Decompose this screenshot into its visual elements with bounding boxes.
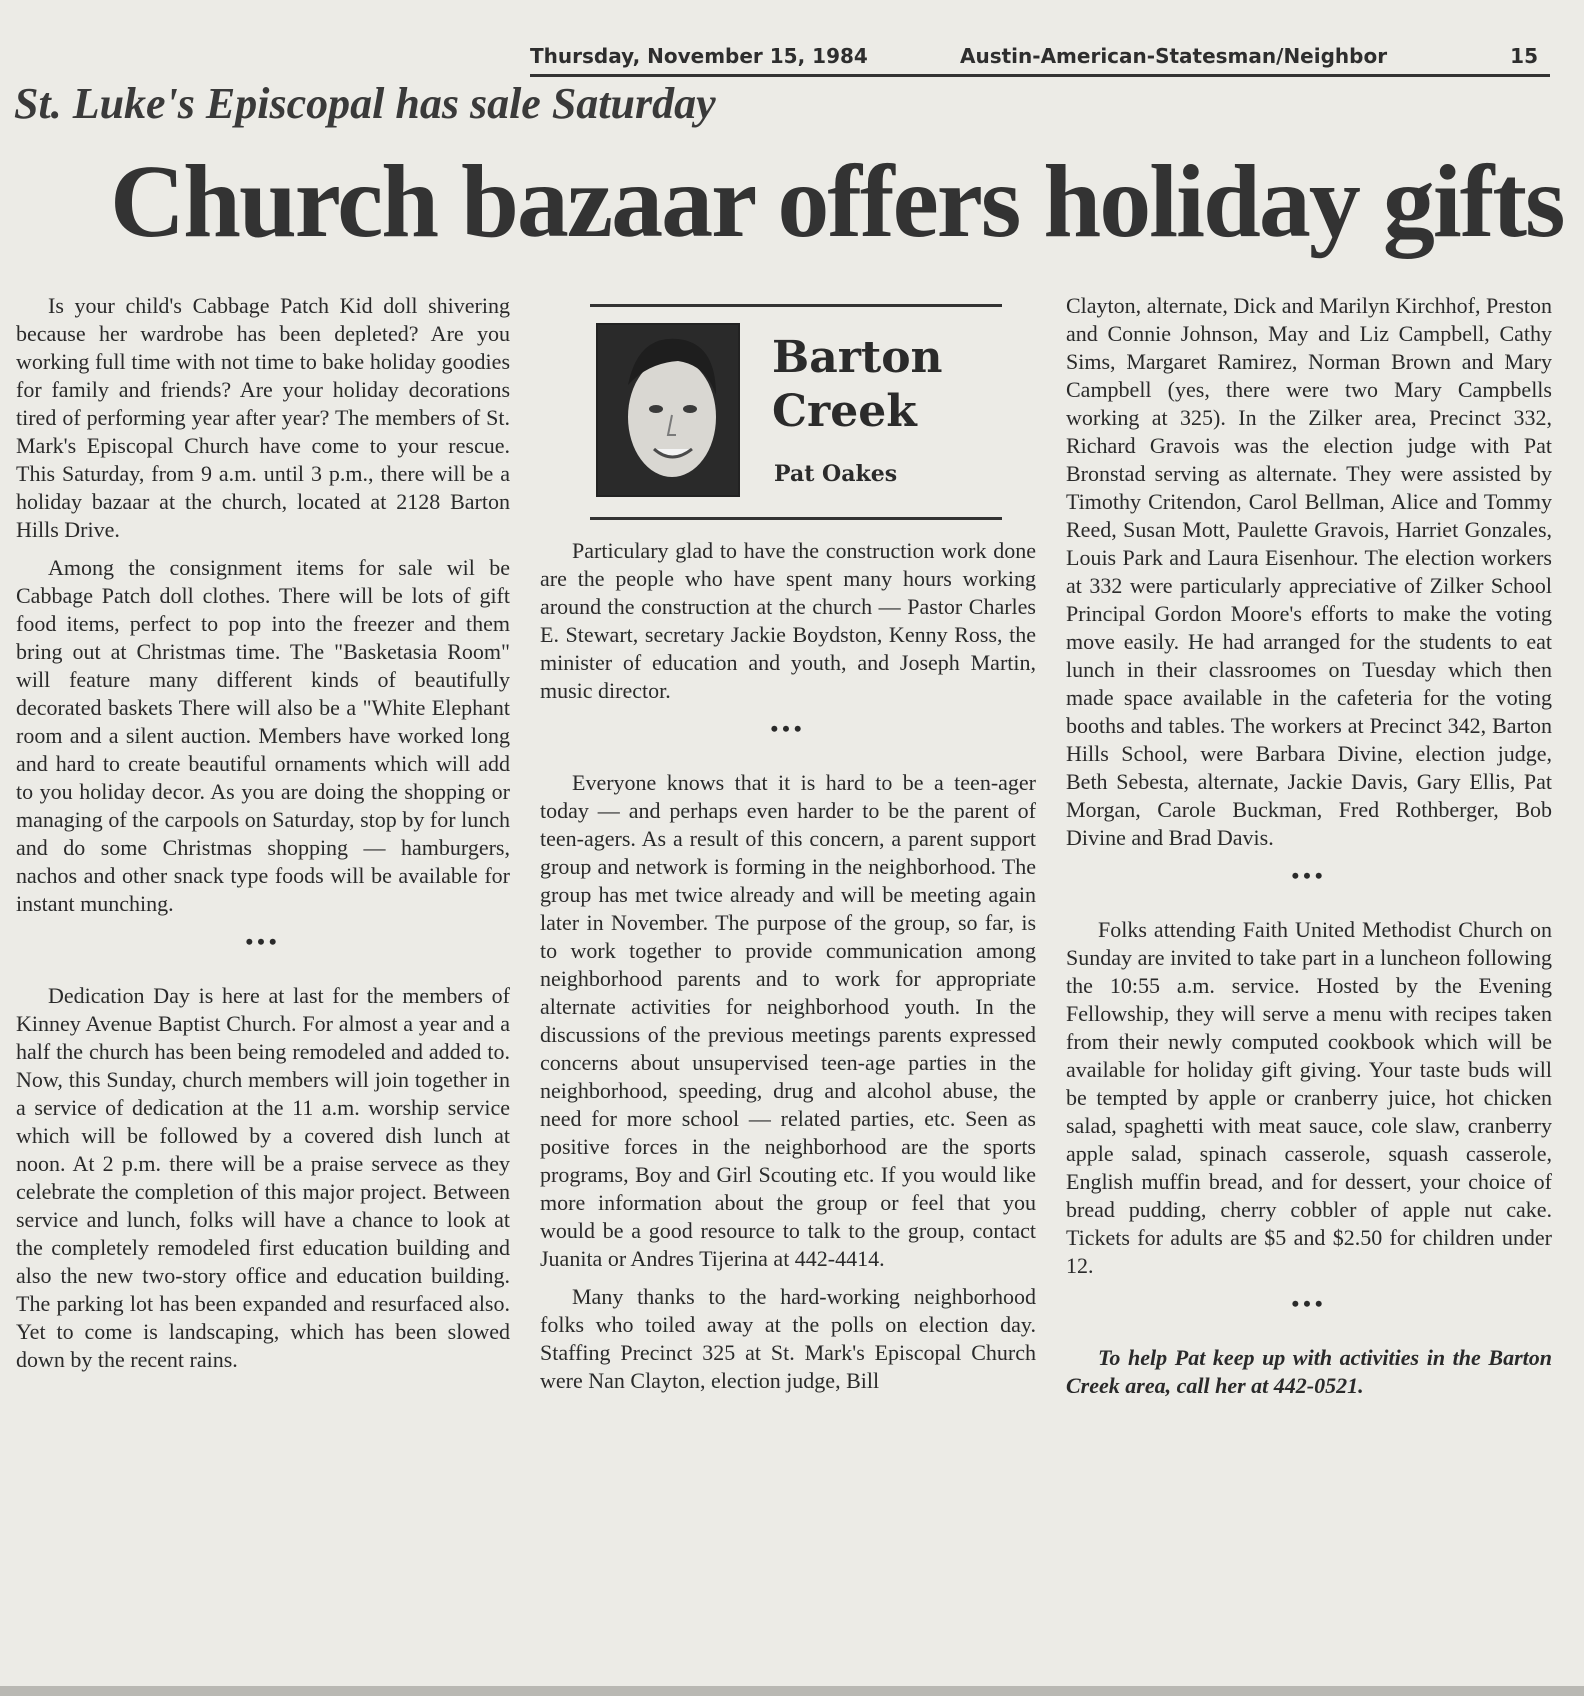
column-title-line-1: Barton	[772, 332, 943, 383]
section-separator: •••	[1291, 1291, 1327, 1316]
columnist-portrait-icon	[596, 323, 740, 497]
column-author: Pat Oakes	[774, 461, 898, 487]
paragraph-parent-support: Everyone knows that it is hard to be a teen-ager today — and perhaps even harder to be the parent of teen-agers. As a result of this concern, a parent support group and network is forming in the neighborhood. The group has met twice already and will be meeting again later in November. The purpose of the group, so far, is to work together to provide communication among neighborhood parents and to work for appropriate alternate activities for neighborhood youth. In the discussions of the previous meetings parents expressed concerns about unsupervised teen-age parties in the neighborhood, speeding, drug and alcohol abuse, the need for more school — related parties, etc. Seen as positive forces in the neighborhood are the sports programs, Boy and Girl Scouting etc. If you would like more information about the group or feel that you would be a good resource to talk to the group, contact Juanita or Andres Tijerina at 442-4414.	[540, 770, 1036, 1271]
paragraph-dedication: Dedication Day is here at last for the members of Kinney Avenue Baptist Church. For almost a year and a half the church has been being remodeled and added to. Now, this Sunday, church members will join together in a service of dedication at the 11 a.m. worship service which will be followed by a covered dish lunch at noon. At 2 p.m. there will be a praise servece as they celebrate the completion of this major project. Between service and lunch, folks will have a chance to look at the completely remodeled first education building and also the new two-story office and education building. The parking lot has been expanded and resurfaced also. Yet to come is landscaping, which has been slowed down by the recent rains.	[16, 983, 510, 1372]
publication-name: Austin-American-Statesman/Neighbor	[960, 44, 1388, 68]
page-edge	[0, 1686, 1584, 1696]
column-tagline: To help Pat keep up with activities in the Barton Creek area, call her at 442-0521.	[1066, 1345, 1552, 1398]
column-title-line-2: Creek	[772, 386, 917, 437]
paragraph-election-workers: Many thanks to the hard-working neighborhood folks who toiled away at the polls on election day. Staffing Precinct 325 at St. Mark's Episcopal Church were Nan Clayton, election judge, Bill	[540, 1284, 1036, 1393]
section-separator: •••	[770, 716, 806, 741]
column-title	[772, 331, 992, 439]
article-kicker: St. Luke's Episcopal has sale Saturday	[14, 79, 716, 128]
text-column-1	[16, 292, 510, 1384]
section-separator: •••	[1291, 863, 1327, 888]
paragraph-election-workers-continued: Clayton, alternate, Dick and Marilyn Kirchhof, Preston and Connie Johnson, May and Liz Campbell, Cathy Sims, Margaret Ramirez, Norman Brown and Mary Campbell (yes, there were two Mary Campbells working at 325). In the Zilker area, Precinct 332, Richard Gravois was the election judge with Pat Bronstad serving as alternate. They were assisted by Timothy Critendon, Carol Bellman, Alice and Tommy Reed, Susan Mott, Paulette Gravois, Harriet Gonzales, Louis Park and Laura Eisenhour. The election workers at 332 were particularly appreciative of Zilker School Principal Gordon Moore's efforts to make the voting move easily. He had arranged for the students to eat lunch in their classroomes on Tuesday which then made space available in the cafeteria for the voting booths and tables. The workers at Precinct 342, Barton Hills School, were Barbara Divine, election judge, Beth Sebesta, alternate, Jackie Davis, Gary Ellis, Pat Morgan, Carole Buckman, Fred Rothberger, Bob Divine and Brad Davis.	[1066, 293, 1552, 850]
article-headline: Church bazaar offers holiday gifts	[110, 144, 1564, 259]
page-number: 15	[1510, 44, 1538, 68]
issue-date: Thursday, November 15, 1984	[530, 44, 868, 68]
paragraph-construction: Particulary glad to have the construction work done are the people who have spent many hours working around the construction at the church — Pastor Charles E. Stewart, secretary Jackie Boydston, Kenny Ross, the minister of education and youth, and Joseph Martin, music director.	[540, 538, 1036, 703]
section-separator: •••	[245, 929, 281, 954]
text-column-3	[1066, 292, 1552, 1410]
paragraph-bazaar: Is your child's Cabbage Patch Kid doll shivering because her wardrobe has been depleted? Are you working full time with not time to bake holiday goodies for family and friends? Are your holiday decorations tired of performing year after year? The members of St. Mark's Episcopal Church have come to your rescue. This Saturday, from 9 a.m. until 3 p.m., there will be a holiday bazaar at the church, located at 2128 Barton Hills Drive.	[16, 293, 510, 542]
paragraph-luncheon: Folks attending Faith United Methodist Church on Sunday are invited to take part in a luncheon following the 10:55 a.m. service. Hosted by the Evening Fellowship, they will serve a menu with recipes taken from their newly computed cookbook which will be available for holiday gift giving. Your taste buds will be tempted by apple or cranberry juice, hot chicken salad, spaghetti with meat sauce, cole slaw, cranberry apple salad, spinach casserole, squash casserole, English muffin bread, and for dessert, your choice of bread pudding, cherry cobbler of apple nut cake. Tickets for adults are $5 and $2.50 for children under 12.	[1066, 917, 1552, 1278]
paragraph-consignment: Among the consignment items for sale wil be Cabbage Patch doll clothes. There will be lots of gift food items, perfect to pop into the freezer and them bring out at Christmas time. The "Basketasia Room" will feature many different kinds of beautifully decorated baskets There will also be a "White Elephant room and a silent auction. Members have worked long and hard to create beautiful ornaments which will add to you holiday decor. As you are doing the shopping or managing of the carpools on Saturday, stop by for lunch and do some Christmas shopping — hamburgers, nachos and other snack type foods will be available for instant munching.	[16, 555, 510, 916]
masthead	[530, 38, 1550, 77]
column-header	[590, 304, 1002, 520]
text-column-2	[540, 537, 1036, 1405]
